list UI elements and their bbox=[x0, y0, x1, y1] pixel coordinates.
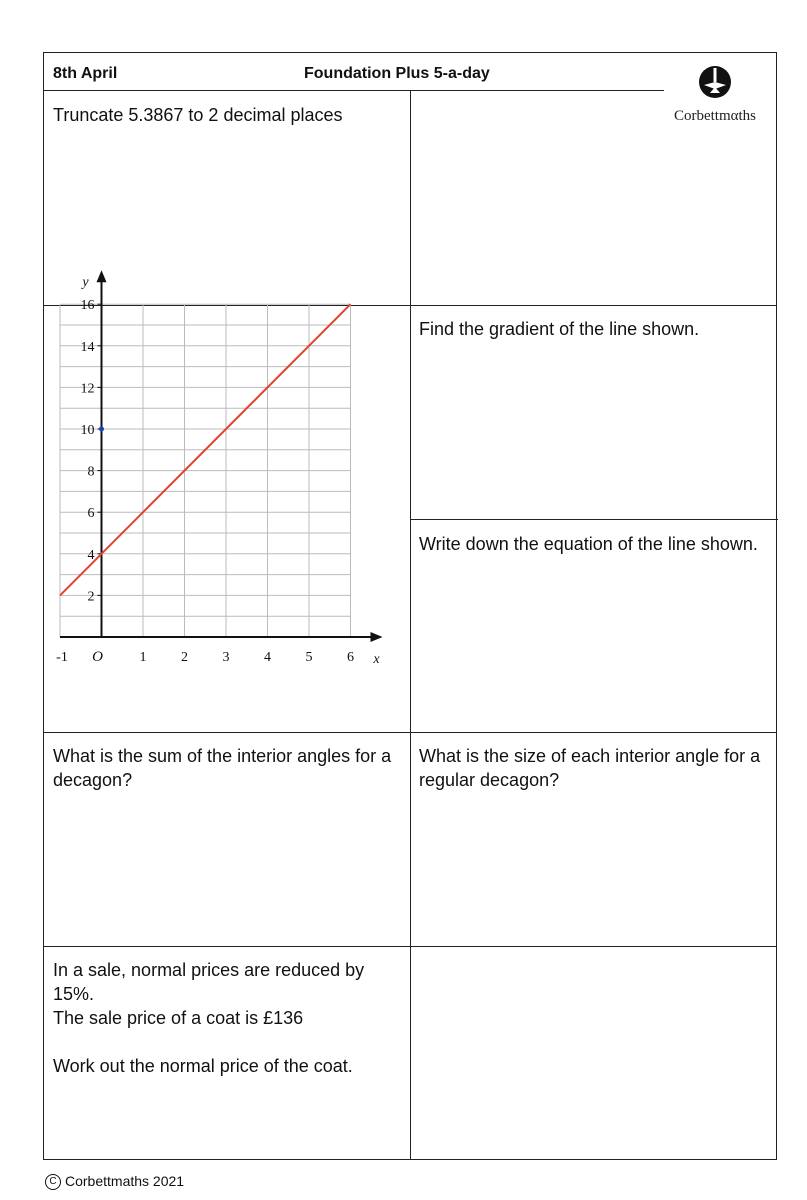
question-truncate: Truncate 5.3867 to 2 decimal places bbox=[53, 105, 343, 125]
y-tick-label: 6 bbox=[87, 506, 95, 522]
marked-point bbox=[99, 427, 104, 432]
x-axis-label: x bbox=[373, 652, 380, 667]
x-tick-label: 4 bbox=[264, 650, 271, 665]
footer-text: Corbettmaths 2021 bbox=[65, 1173, 185, 1189]
x-tick-label: 1 bbox=[139, 650, 147, 665]
y-tick-label: 12 bbox=[80, 381, 95, 397]
header-title: Foundation Plus 5-a-day bbox=[304, 65, 490, 82]
y-tick-label: 8 bbox=[87, 464, 95, 480]
footer bbox=[45, 1173, 184, 1190]
question-sale bbox=[53, 958, 398, 1078]
cell-divider-right bbox=[410, 519, 778, 520]
sale-line-2: The sale price of a coat is £136 bbox=[53, 1008, 304, 1028]
y-tick-label: 4 bbox=[87, 547, 95, 563]
origin-label: O bbox=[92, 649, 103, 665]
header-divider bbox=[44, 90, 664, 91]
x-tick-label: 2 bbox=[181, 650, 188, 665]
question-sum-angles: What is the sum of the interior angles for a decagon? bbox=[53, 746, 392, 790]
column-divider bbox=[410, 90, 411, 1160]
y-tick-label: 16 bbox=[80, 298, 95, 314]
x-tick-label: 3 bbox=[222, 650, 230, 665]
sale-line-3: Work out the normal price of the coat. bbox=[53, 1056, 353, 1076]
y-tick-label: 10 bbox=[80, 423, 95, 438]
x-axis-arrow bbox=[371, 632, 383, 642]
question-gradient: Find the gradient of the line shown. bbox=[419, 319, 700, 339]
x-tick-label: 5 bbox=[305, 650, 313, 665]
logo-text: Corbettmαths bbox=[673, 108, 757, 124]
x-tick-label: -1 bbox=[56, 650, 68, 665]
y-tick-label: 2 bbox=[87, 589, 95, 605]
sale-line-1: In a sale, normal prices are reduced by 15%. bbox=[53, 960, 365, 1004]
question-interior-angle: What is the size of each interior angle for a regular decagon? bbox=[419, 746, 761, 790]
question-equation: Write down the equation of the line shown. bbox=[419, 534, 758, 554]
header-date: 8th April bbox=[53, 65, 118, 82]
corbettmaths-logo-icon bbox=[698, 65, 732, 99]
worksheet bbox=[43, 52, 777, 1160]
corbettmaths-logo bbox=[660, 65, 770, 125]
y-tick-label: 14 bbox=[80, 339, 95, 355]
x-tick-label: 6 bbox=[347, 650, 354, 665]
line-graph bbox=[54, 275, 394, 716]
copyright-icon: C bbox=[45, 1174, 61, 1190]
y-axis-label: y bbox=[82, 275, 89, 291]
y-axis-arrow bbox=[97, 270, 107, 282]
